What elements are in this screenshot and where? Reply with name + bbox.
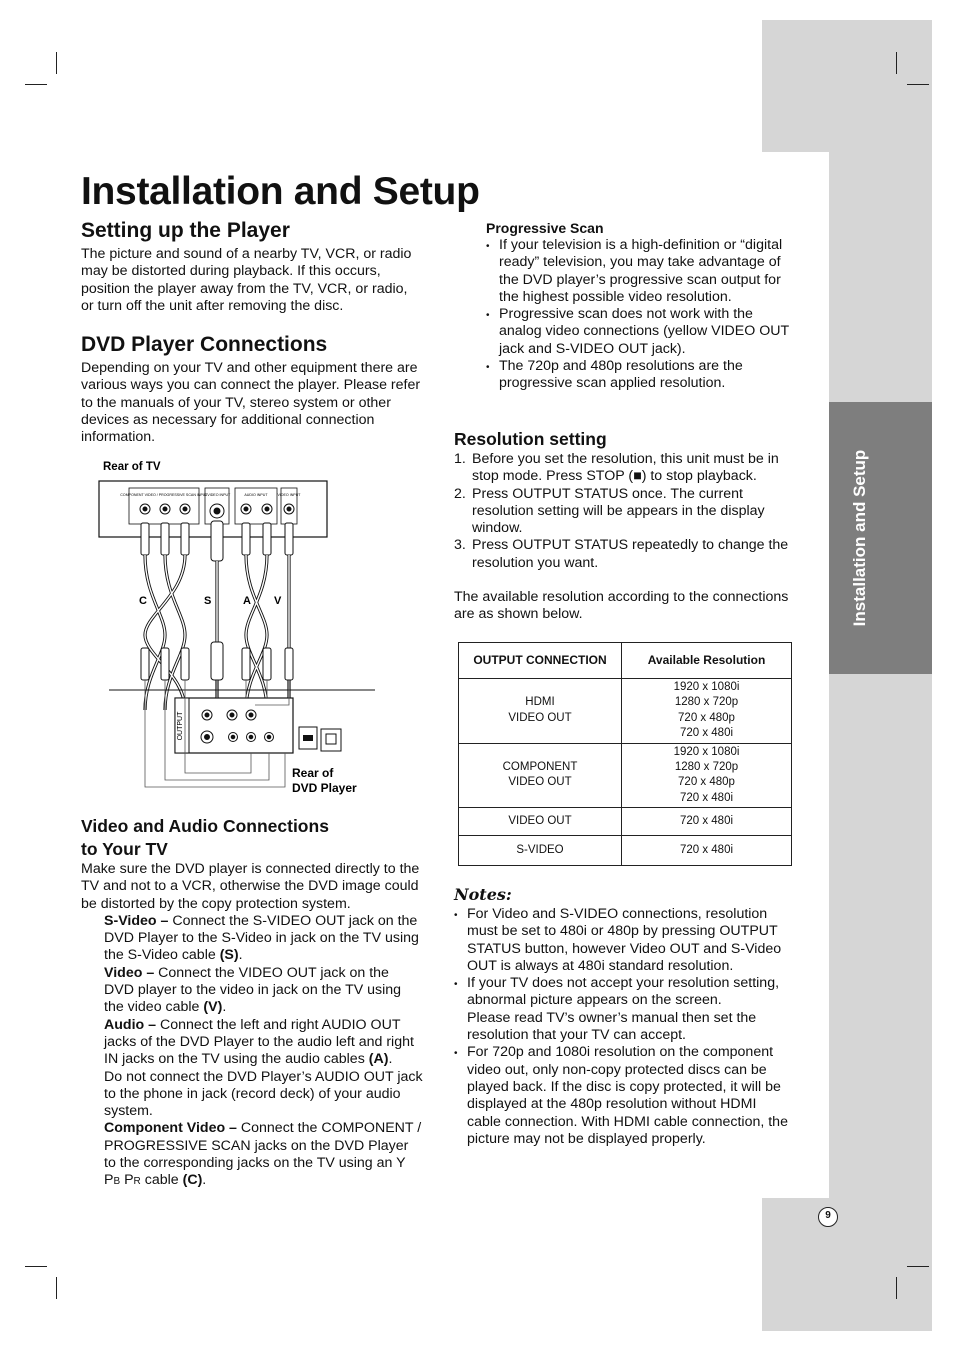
resolution-step: 2. Press OUTPUT STATUS once. The current resolution setting will be appears in the display window. — [454, 485, 765, 537]
table-header-connection: OUTPUT CONNECTION — [459, 643, 622, 679]
cable-label-c: C — [139, 595, 147, 607]
connections-section — [81, 333, 441, 446]
progressive-section — [486, 220, 806, 393]
cable-label-s: S — [204, 595, 212, 607]
table-header-resolution: Available Resolution — [622, 643, 792, 679]
cable-plugs-bottom — [141, 642, 293, 680]
note-item: • For 720p and 1080i resolution on the component video out, only non-copy protected discs can be played back. If the disc is copy protected, it will be displayed at the 480p resolution without HDMI cable connection. With HDMI cable connection, the picture may not be displayed properly. — [454, 1044, 804, 1148]
crop-mark — [56, 1277, 57, 1299]
notes-list — [454, 906, 804, 1148]
crop-mark — [907, 1266, 929, 1267]
crop-mark — [896, 1277, 897, 1299]
connection-diagram — [95, 455, 385, 800]
table-row: S-VIDEO 720 x 480i — [459, 836, 792, 866]
crop-mark — [896, 52, 897, 74]
page-title: Installation and Setup — [81, 170, 480, 213]
setting-up-section — [81, 219, 441, 315]
resolution-heading: Resolution setting — [454, 429, 607, 449]
svideo-paragraph: S-Video – Connect the S-VIDEO OUT jack on the DVD Player to the S-Video in jack on the TV using the S-Video cable (S). — [104, 912, 419, 964]
audio-paragraph: Audio – Connect the left and right AUDIO OUT jacks of the DVD Player to the audio left and right IN jacks on the TV using the audio cables (A). Do not connect the DVD Player’s AUDIO OUT jack to the phone in jack (record deck) of your audio system. — [104, 1016, 423, 1120]
resolution-steps — [454, 451, 804, 572]
component-paragraph: Component Video – Connect the COMPONENT / PROGRESSIVE SCAN jacks on the DVD Player to the corresponding jacks on the TV using an Y PB PR cable (C). — [104, 1120, 422, 1189]
progressive-bullet: • The 720p and 480p resolutions are the progressive scan applied resolution. — [486, 358, 806, 393]
rear-of-dvd-label-2: DVD Player — [292, 781, 357, 795]
page-number: 9 — [825, 1210, 831, 1221]
rear-of-tv-label: Rear of TV — [103, 461, 161, 473]
resolution-available-text: The available resolution according to the connections are as shown below. — [454, 589, 789, 623]
notes-heading: Notes: — [454, 885, 512, 904]
crop-mark — [56, 52, 57, 74]
tv-component-label: COMPONENT VIDEO / PROGRESSIVE SCAN INPUT — [120, 493, 208, 497]
video-paragraph: Video – Connect the VIDEO OUT jack on the DVD player to the video in jack on the TV using the video cable (V). — [104, 964, 402, 1016]
resolution-section — [454, 428, 804, 624]
progressive-bullet: • If your television is a high-definition or “digital ready” television, you may take advantage of the DVD player’s progressive scan output for the highest possible video resolution. — [486, 237, 806, 306]
video-audio-intro: Make sure the DVD player is connected directly to the TV and not to a VCR, otherwise the DVD image could be distorted by the copy protection system. — [81, 861, 420, 912]
connection-types — [81, 913, 441, 1191]
margin-band — [829, 152, 932, 1198]
margin-band-top — [762, 20, 932, 152]
note-item: • If your TV does not accept your resolution setting, abnormal picture appears on the screen. Please read TV’s owner’s manual then set the resolution that your TV can accept. — [454, 975, 804, 1044]
setting-up-text: The picture and sound of a nearby TV, VCR, or radio may be distorted during playback. If this occurs, position the player away from the TV, VCR, or radio, or turn off the unit after removing the disc. — [81, 246, 412, 314]
crop-mark — [25, 1266, 47, 1267]
margin-band-bottom — [762, 1198, 932, 1331]
progressive-heading: Progressive Scan — [486, 220, 604, 236]
progressive-bullets — [486, 237, 806, 393]
cable-label-v: V — [274, 595, 282, 607]
resolution-step: 1. Before you set the resolution, this unit must be in stop mode. Press STOP (■) to stop playback. — [454, 451, 779, 485]
dvd-output-label: OUTPUT — [177, 711, 184, 741]
dvd-power-socket — [321, 729, 341, 751]
table-row: HDMI VIDEO OUT 1920 x 1080i 1280 x 720p 720 x 480p 720 x 480i — [459, 679, 792, 744]
progressive-bullet: • Progressive scan does not work with the analog video connections (yellow VIDEO OUT jack and S-VIDEO OUT jack). — [486, 306, 806, 358]
setting-up-heading: Setting up the Player — [81, 219, 290, 242]
video-audio-section — [81, 815, 441, 1191]
connections-heading: DVD Player Connections — [81, 333, 328, 356]
video-audio-heading: Video and Audio Connections to Your TV — [81, 816, 329, 859]
resolution-step: 3. Press OUTPUT STATUS repeatedly to change the resolution you want. — [454, 537, 789, 571]
resolution-table — [458, 642, 792, 866]
table-row: VIDEO OUT 720 x 480i — [459, 808, 792, 836]
section-tab — [829, 402, 932, 674]
table-header-row — [459, 643, 792, 679]
connections-text: Depending on your TV and other equipment there are various ways you can connect the player. Please refer to the manuals of your TV, stereo system or other devices as necessary for additional connection information. — [81, 360, 421, 446]
notes-section — [454, 885, 804, 1148]
dvd-hdmi-inner — [303, 735, 313, 741]
table-row: COMPONENT VIDEO OUT 1920 x 1080i 1280 x 720p 720 x 480p 720 x 480i — [459, 743, 792, 808]
note-item: • For Video and S-VIDEO connections, resolution must be set to 480i or 480p by pressing OUTPUT STATUS button, however Video OUT and S-Video OUT is always at 480i standard resolution. — [454, 906, 804, 975]
dvd-output-panel — [175, 698, 293, 753]
tv-svideo-label: S-VIDEO INPUT — [203, 493, 231, 497]
rear-of-dvd-label-1: Rear of — [292, 766, 334, 780]
tv-audio-label: AUDIO INPUT — [244, 493, 268, 497]
crop-mark — [25, 84, 47, 85]
cable-label-a: A — [243, 595, 251, 607]
crop-mark — [907, 84, 929, 85]
tv-video-label: VIDEO INPUT — [277, 493, 301, 497]
